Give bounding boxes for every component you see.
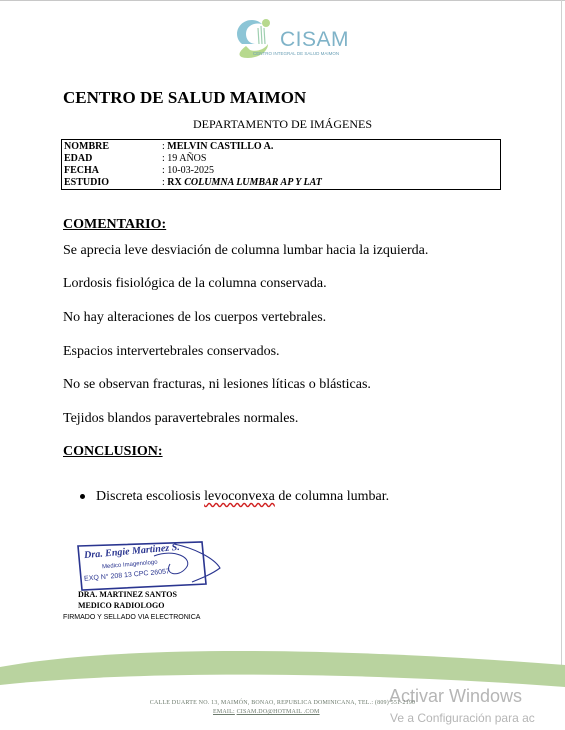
footer-email-line (213, 709, 320, 715)
info-separator: : (162, 141, 165, 152)
patient-name: MELVIN CASTILLO A. (167, 141, 274, 152)
finding-item: Se aprecia leve desviación de columna lumbar hacia la izquierda. (63, 243, 429, 258)
conclusion-heading: CONCLUSION: (63, 444, 163, 459)
signature-note: FIRMADO Y SELLADO VIA ELECTRONICA (63, 614, 201, 621)
info-label: NOMBRE (64, 141, 109, 152)
department-title: DEPARTAMENTO DE IMÁGENES (193, 117, 372, 131)
info-value (162, 141, 273, 153)
logo-emblem-icon (228, 14, 288, 64)
info-label: ESTUDIO (64, 177, 110, 188)
info-value (162, 165, 214, 177)
info-separator: : (162, 165, 165, 176)
finding-item: No se observan fracturas, ni lesiones líticas o blásticas. (63, 377, 371, 392)
page-right-edge (561, 0, 562, 730)
info-label: FECHA (64, 165, 99, 176)
stamp-role: Medico Imagenologo (101, 559, 158, 571)
spellcheck-flagged-word: levoconvexa (204, 489, 275, 504)
info-row-name (62, 141, 500, 153)
info-separator: : (162, 177, 165, 188)
organization-title: CENTRO DE SALUD MAIMON (63, 88, 307, 107)
info-label: EDAD (64, 153, 93, 164)
stamp-doctor-name: Dra. Engie Martinez S. (83, 541, 181, 562)
finding-item: No hay alteraciones de los cuerpos vertebrales. (63, 310, 327, 325)
footer-email-label: EMAIL: (213, 709, 235, 715)
conclusion-item (96, 489, 389, 505)
finding-item: Espacios intervertebrales conservados. (63, 344, 280, 359)
windows-activation-subtitle: Ve a Configuración para ac (390, 711, 535, 725)
info-row-age (62, 153, 500, 165)
info-value (162, 153, 206, 165)
windows-activation-title: Activar Windows (389, 686, 523, 706)
comment-heading: COMENTARIO: (63, 217, 167, 232)
signature-name: DRA. MARTINEZ SANTOS (78, 590, 177, 599)
footer-email-link[interactable]: CISAM.DO@HOTMAIL .COM (236, 709, 320, 715)
info-value (162, 177, 322, 189)
info-row-study (62, 177, 500, 189)
page-top-edge (0, 0, 565, 1)
patient-age: 19 AÑOS (167, 153, 207, 164)
logo-subtitle: CENTRO INTEGRAL DE SALUD MAIMON (253, 51, 340, 56)
stamp-exequatur: EXQ N° 208 13 CPC 26057 (83, 568, 171, 583)
study-name: COLUMNA LUMBAR AP Y LAT (184, 177, 322, 188)
info-row-date (62, 165, 500, 177)
doctor-stamp (74, 538, 224, 598)
info-separator: : (162, 153, 165, 164)
cisam-logo (228, 14, 348, 64)
footer-address: CALLE DUARTE NO. 13, MAIMÓN, BONAO, REPUBLICA DOMINICANA, TEL.: (809) 551-2190 (149, 700, 416, 706)
finding-item: Tejidos blandos paravertebrales normales. (63, 411, 299, 426)
patient-info-box (61, 139, 501, 190)
study-prefix: RX (167, 177, 182, 188)
study-date: 10-03-2025 (167, 165, 214, 176)
finding-item: Lordosis fisiológica de la columna conservada. (63, 276, 327, 291)
signature-role: MEDICO RADIOLOGO (78, 601, 165, 610)
bullet-dot-icon (80, 494, 85, 499)
conclusion-text-before: Discreta escoliosis (96, 489, 205, 504)
logo-wordmark: CISAM (280, 28, 350, 51)
conclusion-text-after: de columna lumbar. (274, 489, 390, 504)
